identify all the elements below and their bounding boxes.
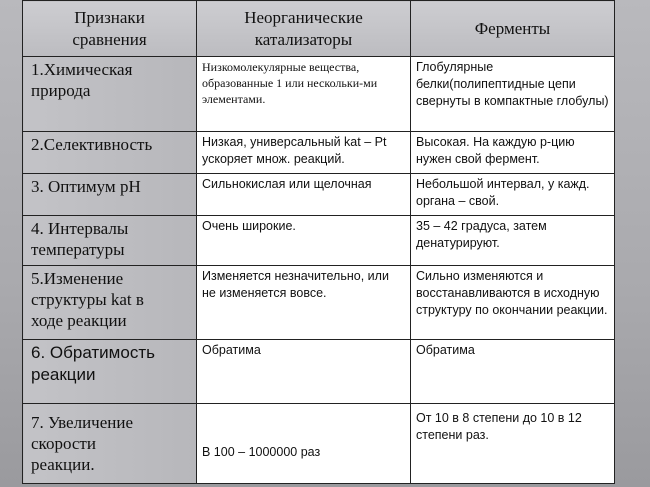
criterion-cell: 5.Изменение структуры kat в ходе реакции xyxy=(23,266,197,340)
criterion-cell: 4. Интервалы температуры xyxy=(23,216,197,266)
inorganic-cell: Низкая, универсальный kat – Pt ускоряет множ. реакций. xyxy=(197,132,411,174)
inorganic-cell: Обратима xyxy=(197,340,411,404)
enzymes-cell: Высокая. На каждую р-цию нужен свой фермент. xyxy=(411,132,615,174)
table-row xyxy=(23,266,615,340)
comparison-table xyxy=(22,0,615,484)
enzymes-cell: Сильно изменяются и восстанавливаются в исходную структуру по окончании реакции. xyxy=(411,266,615,340)
inorganic-cell: Очень широкие. xyxy=(197,216,411,266)
inorganic-cell: В 100 – 1000000 раз xyxy=(197,404,411,484)
table-row xyxy=(23,174,615,216)
inorganic-cell: Изменяется незначительно, или не изменяется вовсе. xyxy=(197,266,411,340)
criterion-cell: 6. Обратимость реакции xyxy=(23,340,197,404)
table-row xyxy=(23,57,615,132)
inorganic-cell: Сильнокислая или щелочная xyxy=(197,174,411,216)
table-row xyxy=(23,404,615,484)
criterion-cell: 1.Химическая природа xyxy=(23,57,197,132)
criterion-cell: 7. Увеличение скорости реакции. xyxy=(23,404,197,484)
criterion-cell: 2.Селективность xyxy=(23,132,197,174)
header-inorganic: Неорганические катализаторы xyxy=(197,1,411,57)
header-criteria: Признаки сравнения xyxy=(23,1,197,57)
criterion-cell: 3. Оптимум рН xyxy=(23,174,197,216)
table-row xyxy=(23,132,615,174)
enzymes-cell: Обратима xyxy=(411,340,615,404)
inorganic-cell: Низкомолекулярные вещества, образованные 1 или нескольки-ми элементами. xyxy=(197,57,411,132)
header-row xyxy=(23,1,615,57)
header-enzymes: Ферменты xyxy=(411,1,615,57)
enzymes-cell: 35 – 42 градуса, затем денатурируют. xyxy=(411,216,615,266)
enzymes-cell: От 10 в 8 степени до 10 в 12 степени раз. xyxy=(411,404,615,484)
table-row xyxy=(23,340,615,404)
enzymes-cell: Глобулярные белки(полипептидные цепи свернуты в компактные глобулы) xyxy=(411,57,615,132)
enzymes-cell: Небольшой интервал, у кажд. органа – свой. xyxy=(411,174,615,216)
table-row xyxy=(23,216,615,266)
